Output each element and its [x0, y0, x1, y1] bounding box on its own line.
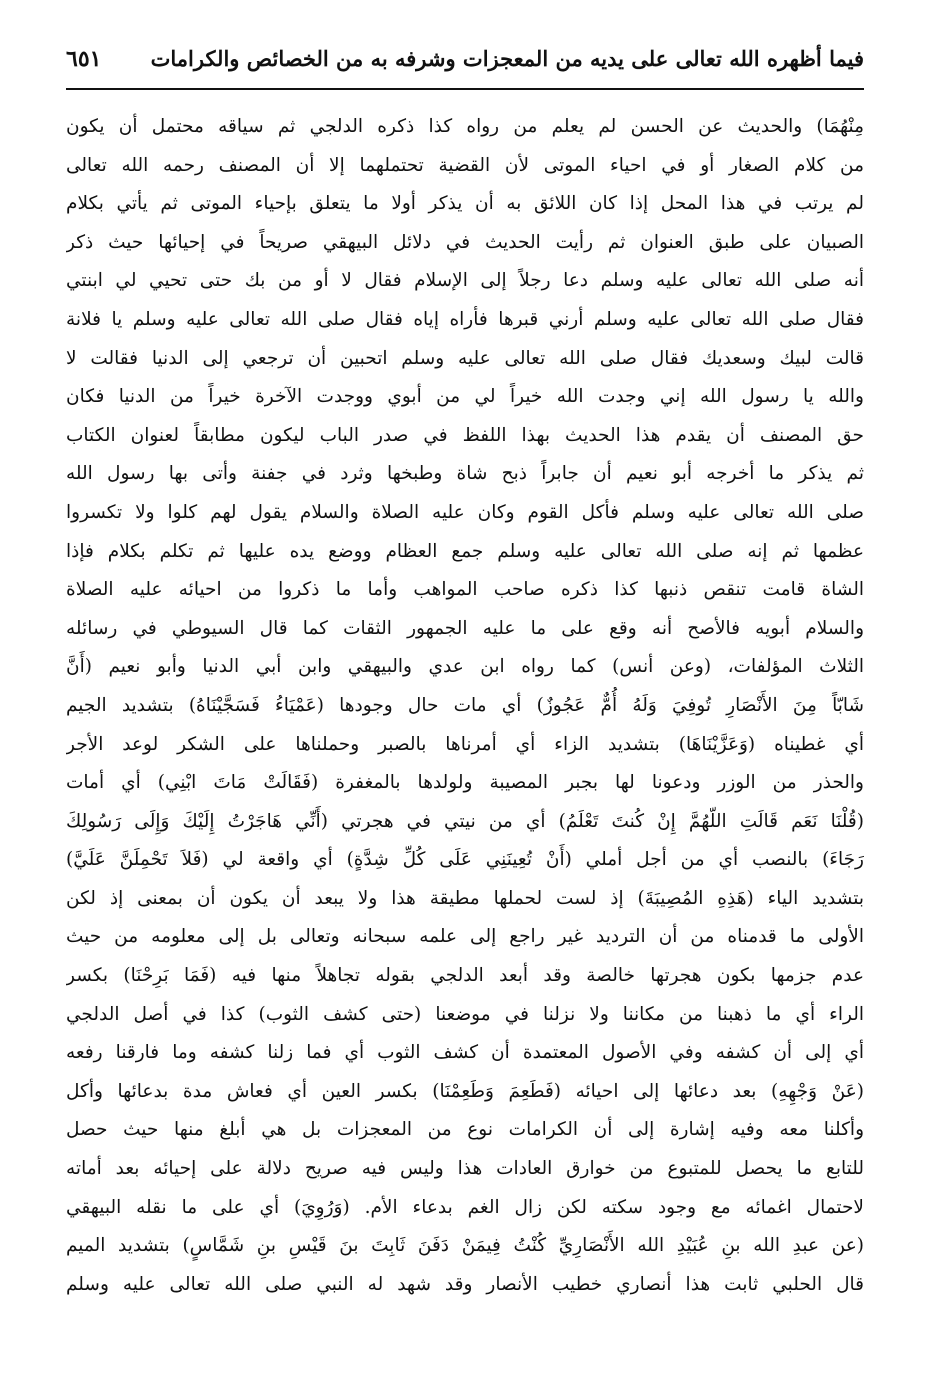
running-title: فيما أظهره الله تعالى على يديه من المعجزات وشرفه به من الخصائص والكرامات: [150, 46, 864, 71]
text-line: رَجَاءَ) بالنصب أي من أجل أملي (أَنْ تُعِينَنِي عَلَى كُلِّ شِدَّةٍ) أي واقعة لي (فَلاَ تَحْمِلَنَّ عَلَيَّ): [66, 849, 864, 871]
text-line: حق المصنف أن يقدم هذا الحديث بهذا اللفظ في صدر الباب ليكون مطابقاً لعنوان الكتاب: [66, 424, 864, 446]
text-line: قالت لبيك وسعديك فقال صلى الله تعالى عليه وسلم اتحبين أن ترجعي إلى الدنيا فقالت لا: [66, 347, 864, 369]
text-line: لاحتمال اغمائه مع وجود سكته لكن زال الغم بدعاء الأم. (وَرُوِيَ) أي على ما نقله البيهقي: [66, 1196, 864, 1218]
text-line: أنه صلى الله تعالى عليه وسلم دعا رجلاً إلى الإسلام فقال لا أو من بك حتى تحيي لي ابنتي: [66, 270, 864, 292]
text-line: الراء أي ما ذهبنا من مكاننا ولا نزلنا في موضعنا (حتى كشف الثوب) كذا في أصل الدلجي: [66, 1003, 864, 1025]
header-rule: [66, 88, 864, 90]
text-line: أي غطيناه (وَعَزَّيْنَاهَا) بتشديد الزاء أي أمرناها بالصبر وحملناها على الشكر لوعد الأجر: [66, 733, 864, 755]
text-line: للتابع ما يحصل للمتبوع من خوارق العادات هذا وليس فيه صريح دلالة على إحيائه بعد أماته: [66, 1158, 864, 1180]
text-line: مِنْهُمَا) والحديث عن الحسن لم يعلم من رواه كذا ذكره الدلجي ثم سياقه محتمل أن يكون: [66, 116, 864, 137]
text-line: (قُلْنَا نَعَم قَالَتِ اللّهُمَّ إِنْ كُنتَ تَعْلَمُ) أي من نيتي في هجرتي (أَنِّي هَاجَرْتُ إِلَيْكَ وَإِلَى رَسُولِكَ: [66, 810, 864, 832]
text-line: قال الحلبي ثابت هذا أنصاري خطيب الأنصار وقد شهد له النبي صلى الله تعالى عليه وسلم: [66, 1273, 864, 1295]
text-line: فقال صلى الله تعالى عليه وسلم أرني قبرها فأراه إياه فقال صلى الله تعالى عليه وسلم يا فلانة: [66, 308, 864, 330]
text-line: من كلام الصغار أو في احياء الموتى لأن القضية تحتملهما إلا أن المصنف رحمه الله تعالى: [66, 154, 864, 176]
text-line: لم يرتب في هذا المحل إذا كان اللائق به أن يذكر أولا ما يتعلق بإحياء الموتى ثم يأتي بكلام: [66, 193, 864, 215]
text-line: عظمها ثم إنه صلى الله تعالى عليه وسلم جمع العظام ووضع يده عليها ثم تكلم بكلام فإذا: [66, 540, 864, 562]
page-header: [66, 40, 864, 84]
text-line: الثلاث المؤلفات، (وعن أنس) كما رواه ابن عدي والبيهقي وابن أبي الدنيا وأبو نعيم (أَنَّ: [66, 656, 864, 678]
text-line: والحذر من الوزر ودعونا لها بجبر المصيبة ولولدها بالمغفرة (فَقَالَتْ مَاتَ ابْنِي) أي أمات: [66, 772, 864, 794]
text-line: والله يا رسول الله إني وجدت الله خيراً لي من أبوي ووجدت الآخرة خيراً من الدنيا فكان: [66, 386, 864, 408]
text-line: (عَنْ وَجْهِهِ) بعد دعائها إلى احيائه (فَطَعِمَ وَطَعِمْنَا) بكسر العين أي فعاش مدة بدعائها وأكل: [66, 1080, 864, 1102]
text-line: والسلام أبويه فالأصح أنه وقع على ما عليه الجمهور الثقات كما قال السيوطي في رسائله: [66, 617, 864, 639]
text-line: عدم جزمها بكون هجرتها خالصة وقد أبعد الدلجي بقوله تجاهلاً منها فيه (فَمَا بَرِحْنَا) بكسر: [66, 965, 864, 987]
text-line: الصبيان على طبق العنوان ثم رأيت الحديث في دلائل البيهقي صريحاً في إحيائها حيث ذكر: [66, 231, 864, 253]
text-line: (عن عبدِ الله بنِ عُبَيْدِ الله الأَنْصَارِيِّ كُنْتُ فِيمَنْ دَفَنَ ثَابِتَ بنَ قَيْسِ بنِ شَمَّاسٍ) بتشديد الميم: [66, 1235, 864, 1257]
text-line: الشاة قامت تنقص ذنبها كذا ذكره صاحب المواهب وأما ما ذكروا من احيائه عليه الصلاة: [66, 579, 864, 601]
text-line: الأولى ما قدمناه من أن الترديد غير راجع إلى علمه سبحانه وتعالى بل إلى معلومه من حيث: [66, 926, 864, 948]
text-line: ثم يذكر ما أخرجه أبو نعيم أن جابراً ذبح شاة وطبخها وثرد في جفنة وأتى بها رسول الله: [66, 463, 864, 485]
text-line: أي إلى أن كشفه وفي الأصول المعتمدة أن كشف الثوب أي فما زلنا كشفه وما فارقنا رفعه: [66, 1042, 864, 1064]
page-number: ٦٥١: [66, 46, 102, 72]
text-line: شَابّاً مِنَ الأَنْصَارِ تُوفِيَ وَلَهُ أُمٌّ عَجُوزٌ) أي مات حال وجودها (عَمْيَاءُ فَسَجَّيْنَاهُ) بتشديد الجيم: [66, 694, 864, 716]
body-text: [66, 108, 864, 1304]
text-line: بتشديد الياء (هَذِهِ المُصِيبَةَ) إذ لست لحملها مطيقة هذا ولا يبعد أن يكون أن بمعنى إذ لكن: [66, 887, 864, 909]
text-line: وأكلنا معه وفيه إشارة إلى أن الكرامات نوع من المعجزات بل هي أبلغ منها حيث حصل: [66, 1119, 864, 1141]
text-line: صلى الله تعالى عليه وسلم فأكل القوم وكان عليه الصلاة والسلام يقول لهم كلوا ولا تكسروا: [66, 501, 864, 523]
